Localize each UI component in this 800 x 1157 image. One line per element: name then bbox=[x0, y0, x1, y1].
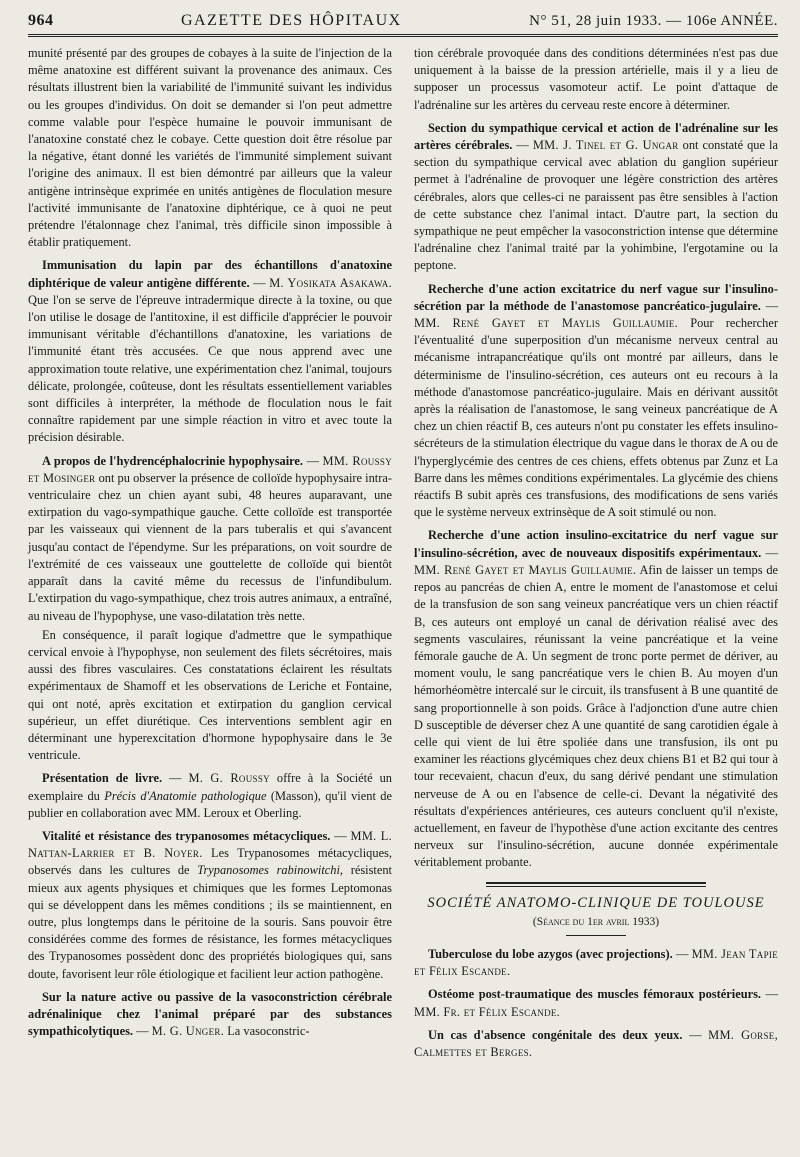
paragraph: Que l'on se serve de l'épreuve intradermique directe à la toxine, ou que l'on utilise le dosage de l'antitoxine, il est difficile d'apprécier le pouvoir immunisant véritable d'échantillons d'anatoxine, les variations de l'immunité étant très accusées. Ce que nous apprend avec une approximation toute relative, une expérimentation chez l'animal, toujours délicate, prolongée, coûteuse, dont les résultats essentiellement variables sont difficiles à interpréter, la méthode de floculation nous le fait connaître rapidement par une simple réaction in vitro et avec toute la précision désirable. bbox=[28, 292, 392, 445]
book-title: Précis d'Anatomie pathologique bbox=[104, 788, 267, 803]
two-column-body bbox=[28, 45, 778, 1063]
communication-unger: Sur la nature active ou passive de la vasoconstriction cérébrale adrénalinique chez l'animal préparé par des substances sympathicolytiques. — M. G. Unger. La vasoconstric- bbox=[28, 989, 392, 1039]
text: La vasoconstric- bbox=[227, 1024, 310, 1039]
paragraph: Afin de laisser un temps de repos au pancréas de chien A, entre le moment de l'anastomose et celui de la transfusion de son sang veineux pancréatique vers un chien réactif B, ces auteurs ont employé un canal de dérivation réalisé avec des segments vasculaires, réunissant la veine pancréatique et la veine fémorale gauche de A. Un segment de tronc porte permet de dériver, au moment voulu, le sang pancréatique vers le chien B. Au moyen d'un hémorhéomètre intercalé sur le circuit, ils transfusent à B une quantité de sang proportionnelle à son poids. Grâce à l'adjonction d'une autre chien D susceptible de déverser chez A une quantité de sang carotidien égale à celle qui vient de lui être spoliée dans une transfusion, ils ont pu examiner les réactions glycémiques chez deux chiens B1 et B2 qui tour à tour recevaient, chacun d'eux, du sang dérivé pendant une stimulation nerveuse de A ou en l'absence de celle-ci. Devant la négativité des résultats d'expériences antérieures, ces auteurs concluent qu'il n'existe, actuellement, en faveur de l'hypothèse d'une action excitante des centres nerveux sur l'insulino-sécrétion, aucune donnée expérimentale véritablement probante. bbox=[414, 562, 779, 870]
journal-title: GAZETTE DES HÔPITAUX bbox=[180, 12, 402, 29]
text: offre à la Société un exemplaire du bbox=[28, 771, 392, 803]
right-column bbox=[414, 45, 778, 1063]
section-title: Ostéome post-traumatique des muscles fémoraux postérieurs. bbox=[428, 987, 761, 1002]
communication-osteome: Ostéome post-traumatique des muscles fémoraux postérieurs. — MM. Fr. et Félix Escande. bbox=[414, 987, 778, 1019]
paragraph: Pour rechercher l'éventualité d'une superposition d'un mécanisme nerveux central au mécanisme intrapancréatique qu'ils ont montré par ailleurs, dans le déterminisme de l'insulino-sécrétion, ces auteurs ont eu recours à la méthode d'anastomose pancréatico-jugulaire. Mais en dérivant aussitôt après la réalisation de l'anastomose, le sang veineux pancréatique de A chez un chien réactif B, ces auteurs n'ont pu constater les effets insulino-sécréteurs de la stimulation électrique du vague dans le thorax de A ou de l'hyperglycémie des centres de ces chiens, effets obtenus par Zunz et La Barre dans les mêmes conditions expérimentales. La glycémie des chiens réactifs B subit après ces transfusions, des modifications de sens variés que le système nerveux extrinsèque de A soit stimulé ou non. bbox=[414, 316, 779, 520]
author: MM. J. Tinel et G. Ungar bbox=[532, 138, 679, 153]
author: MM. René Gayet et Maylis Guillaumie. bbox=[414, 562, 637, 577]
short-divider bbox=[566, 935, 626, 936]
communication-gorse: Un cas d'absence congénitale des deux yeux. — MM. Gorse, Calmettes et Berges. bbox=[414, 1027, 778, 1059]
author: MM. Fr. et Félix Escande. bbox=[414, 1004, 561, 1019]
section-title: Présentation de livre. bbox=[42, 771, 163, 786]
text: (Masson), qu'il vient de publier en collaboration avec MM. Leroux et Oberling. bbox=[28, 788, 392, 820]
paragraph: ont constaté que la section du sympathique cervical avec ablation du ganglion supérieur permet à l'adrénaline de provoquer une légère constriction des artères cérébrales, alors que celles-ci ne paraissent pas être sensibles à l'action de cette substance chez l'animal intact. D'autre part, la section du sympathique ne peut empêcher la vasoconstriction intense que détermine l'adrénaline chez l'animal traité par la yohimbine, l'ergotamine ou la peptone. bbox=[414, 138, 778, 273]
communication-asakawa: Immunisation du lapin par des échantillons d'anatoxine diphtérique de valeur antigène différente. — M. Yosikata Asakawa. Que l'on se serve de l'épreuve intradermique directe à la toxine, ou que l'on utilise le dosage de l'antitoxine, il est difficile d'apprécier le pouvoir immunisant véritable d'échantillons d'anatoxine, les variations de l'immunité étant très accusées. Ce que nous apprend avec une approximation toute relative, une expérimentation chez l'animal, toujours délicate, prolongée, coûteuse, dont les résultats essentiellement variables sont difficiles à interpréter, la méthode de floculation nous le fait connaître rapidement par une simple réaction in vitro et avec toute la précision désirable. bbox=[28, 258, 392, 445]
paragraph: ont pu observer la présence de colloïde hypophysaire intra-ventriculaire chez un chien ayant subi, 48 heures auparavant, une extirpation du vago-sympathique gauche. Cette colloïde est transportée par les vaisseaux qui viennent de la pars tuberalis et qui s'avancent jusqu'au contact de l'épendyme. Sur les préparations, on voit sourdre de l'extrémité de ces vaisseaux une gouttelette de colloïde qui bientôt apparaît dans la cavité même du recessus de l'infundibulum. L'extirpation du vago-sympathique, chez trois autres animaux, a entraîné, au niveau de l'hypophyse, une vaso-dilatation très nette. bbox=[28, 470, 392, 623]
section-title: Section du sympathique cervical et action de l'adrénaline sur les artères cérébrales. bbox=[414, 120, 778, 153]
section-title: Immunisation du lapin par des échantillons d'anatoxine diphtérique de valeur antigène différente. bbox=[28, 258, 392, 290]
issue-info: N° 51, 28 juin 1933. — 106e ANNÉE. bbox=[529, 13, 778, 29]
communication-book: Présentation de livre. — M. G. Roussy offre à la Société un exemplaire du Précis d'Anatomie pathologique (Masson), qu'il vient de publier en collaboration avec MM. Leroux et Oberling. bbox=[28, 771, 392, 820]
session-date: (Séance du 1er avril 1933) bbox=[532, 915, 660, 928]
section-title: Vitalité et résistance des trypanosomes métacycliques. bbox=[42, 828, 331, 843]
section-title: Recherche d'une action insulino-excitatrice du nerf vague sur l'insulino-sécrétion, avec de nouveaux dispositifs expérimentaux. bbox=[414, 528, 778, 560]
page-header bbox=[28, 12, 778, 37]
communication-tinel-ungar: Section du sympathique cervical et action de l'adrénaline sur les artères cérébrales. — MM. J. Tinel et G. Ungar ont constaté que la section du sympathique cervical avec ablation du ganglion supérieur permet à l'adrénaline de provoquer une légère constriction des artères cérébrales, alors que celles-ci ne paraissent pas être sensibles à l'action de cette substance chez l'animal intact. D'autre part, la section du sympathique ne peut empêcher la vasoconstriction intense que détermine l'adrénaline chez l'animal traité par la yohimbine, l'ergotamine ou la peptone. bbox=[414, 120, 778, 273]
paragraph: En conséquence, il paraît logique d'admettre que le sympathique cervical envoie à l'hypophyse, non seulement des filets sécrétoires, mais aussi des fibres vasculaires. Ces constatations éclairent les résultats expérimentaux de Shamoff et les observations de Leriche et Fontaine, qui ont noté, après excitation et extirpation du ganglion cervical supérieur, un effet diurétique. Ces interventions semblent agir en déterminant une hyperexcitation d'hormone hypophysaire dans le 3e ventricule. bbox=[28, 627, 392, 763]
text: résistent mieux aux agents physiques et chimiques que les formes Leptomonas qui se développent dans les mêmes conditions ; ils se maintiennent, en outre, plus longtemps dans le péritoine de la souris. Sans pouvoir être considérées comme des formes de résistance, les formes métacycliques des Trypanosomes possèdent donc des propriétés biologiques qui, sans doute, favorisent leur rôle étiologique et facilient leur action pathogène. bbox=[28, 863, 392, 981]
communication-tapie: Tuberculose du lobe azygos (avec projections). — MM. Jean Tapie et Félix Escande. bbox=[414, 946, 778, 979]
author: MM. Jean Tapie et Félix Escande. bbox=[414, 946, 778, 979]
section-title: A propos de l'hydrencéphalocrinie hypophysaire. bbox=[42, 453, 304, 468]
author: M. Yosikata Asakawa. bbox=[269, 275, 392, 290]
author: MM. Gorse, Calmettes et Berges. bbox=[414, 1027, 778, 1059]
communication-trypanosomes: Vitalité et résistance des trypanosomes métacycliques. — MM. L. Nattan-Larrier et B. Noyer. Les Trypanosomes métacycliques, observés dans les cultures de Trypanosomes rabinowitchi, résistent mieux aux agents physiques et chimiques que les formes Leptomonas qui se développent dans les mêmes conditions ; ils se maintiennent, en outre, plus longtemps dans le péritoine de la souris. Sans pouvoir être considérées comme des formes de résistance, les formes métacycliques des Trypanosomes possèdent donc des propriétés biologiques qui, sans doute, favorisent leur rôle étiologique et facilient leur action pathogène. bbox=[28, 828, 393, 981]
communication-gayet-2: Recherche d'une action insulino-excitatrice du nerf vague sur l'insulino-sécrétion, avec de nouveaux dispositifs expérimentaux. — MM. René Gayet et Maylis Guillaumie. Afin de laisser un temps de repos au pancréas de chien A, entre le moment de l'anastomose et celui de la transfusion de son sang veineux pancréatique vers un chien réactif B, ces auteurs ont employé un canal de dérivation réalisé avec des segments vasculaires, réunissant la veine pancréatique et la veine fémorale gauche de A. Un segment de tronc porte permet de dériver, au moment voulu, le sang pancréatique vers le chien B. Au moyen d'un hémorhéomètre intercalé sur le circuit, ils transfusent à B une quantité de sang proportionnelle à son poids. Grâce à l'adjonction d'une autre chien D susceptible de déverser chez A une quantité de sang carotidien égale à celle qui vient de lui être spoliée dans une transfusion, ils ont pu examiner les réactions glycémiques chez deux chiens B1 et B2 qui tour à tour recevaient, chacun d'eux, du sang dérivé pendant une stimulation nerveuse de A ou en l'absence de celle-ci. Devant la négativité des résultats d'expériences antérieures, ces auteurs concluent qu'il n'existe, actuellement, en faveur de l'hypothèse d'une action excitante des centres nerveux sur l'insulino-sécrétion, aucune donnée expérimentale véritablement probante. bbox=[414, 528, 779, 870]
section-divider bbox=[486, 882, 706, 887]
paragraph: tion cérébrale provoquée dans des conditions déterminées n'est pas due uniquement à la baisse de la pression artérielle, mais il y a lieu de supposer un processus vasomoteur actif. Le point d'attaque de l'adrénaline sur les artères du cerveau reste encore à déterminer. bbox=[414, 46, 778, 112]
author: M. G. Unger. bbox=[151, 1024, 225, 1039]
author: M. G. Roussy bbox=[188, 771, 270, 786]
author: MM. René Gayet et Maylis Guillaumie. bbox=[414, 316, 679, 331]
paragraph: munité présenté par des groupes de cobayes à la suite de l'injection de la même anatoxine est différent suivant la provenance des animaux. Ces résultats illustrent bien la variabilité de l'immunité suivant les individus ou les groupes d'individus. On doit se demander si l'on peut admettre comme valable pour l'espèce humaine le pouvoir immunisant de l'anatoxine constaté chez le cobaye. Cette question doit être résolue par la négative, étant donné les variétés de l'immunité simplement suivant l'origine des animaux. Il est bien démontré par ailleurs que la valeur antigène intrinsèque exprimée en unités antigènes de floculation mesure l'activité immunisante de l'anatoxine diphtérique, ce à quoi ne peut prétendre l'étalonnage chez l'animal, très difficile sinon impossible à établir pratiquement. bbox=[28, 46, 392, 250]
section-title: Tuberculose du lobe azygos (avec projections). bbox=[428, 946, 673, 961]
author: MM. L. Nattan-Larrier et B. Noyer. bbox=[28, 828, 393, 861]
communication-roussy-mosinger: A propos de l'hydrencéphalocrinie hypophysaire. — MM. Roussy et Mosinger ont pu observer la présence de colloïde hypophysaire intra-ventriculaire chez un chien ayant subi, 48 heures auparavant, une extirpation du vago-sympathique gauche. Cette colloïde est transportée par les vaisseaux qui viennent de la pars tuberalis et qui s'avancent jusqu'au contact de l'épendyme. Sur les préparations, on voit sourdre de l'extrémité de ces vaisseaux une gouttelette de colloïde qui bientôt apparaît dans la cavité même du recessus de l'infundibulum. L'extirpation du vago-sympathique, chez trois autres animaux, a entraîné, au niveau de l'hypophyse, une vaso-dilatation très nette. bbox=[28, 453, 392, 623]
species-name: Trypanosomes rabinowitchi, bbox=[197, 863, 343, 878]
society-heading: SOCIÉTÉ ANATOMO-CLINIQUE DE TOULOUSE bbox=[427, 894, 765, 911]
communication-gayet-1: Recherche d'une action excitatrice du nerf vague sur l'insulino-sécrétion par la méthode de l'anastomose pancréatico-jugulaire. — MM. René Gayet et Maylis Guillaumie. Pour rechercher l'éventualité d'une superposition d'un mécanisme nerveux central au mécanisme intrapancréatique qu'ils ont montré par ailleurs, dans le déterminisme de l'insulino-sécrétion, ces auteurs ont eu recours à la méthode d'anastomose pancréatico-jugulaire. Mais en dérivant aussitôt après la réalisation de l'anastomose, le sang veineux pancréatique de A chez un chien réactif B, ces auteurs n'ont pu constater les effets insulino-sécréteurs de la stimulation électrique du vague dans le thorax de A ou de l'hyperglycémie des centres de ces chiens, effets obtenus par Zunz et La Barre dans les mêmes conditions expérimentales. La glycémie des chiens réactifs B subit après ces transfusions, des modifications de sens variés que le système nerveux extrinsèque de A soit stimulé ou non. bbox=[414, 281, 779, 520]
section-title: Recherche d'une action excitatrice du nerf vague sur l'insulino-sécrétion par la méthode de l'anastomose pancréatico-jugulaire. bbox=[414, 281, 778, 313]
section-title: Un cas d'absence congénitale des deux yeux. bbox=[428, 1027, 683, 1042]
text: Les Trypanosomes métacycliques, observés dans les cultures de bbox=[28, 846, 392, 878]
left-column bbox=[28, 45, 392, 1063]
page-number: 964 bbox=[28, 12, 54, 29]
author: MM. Roussy et Mosinger bbox=[28, 453, 392, 485]
section-title: Sur la nature active ou passive de la vasoconstriction cérébrale adrénalinique chez l'animal préparé par des substances sympathicolytiques. bbox=[28, 989, 392, 1039]
